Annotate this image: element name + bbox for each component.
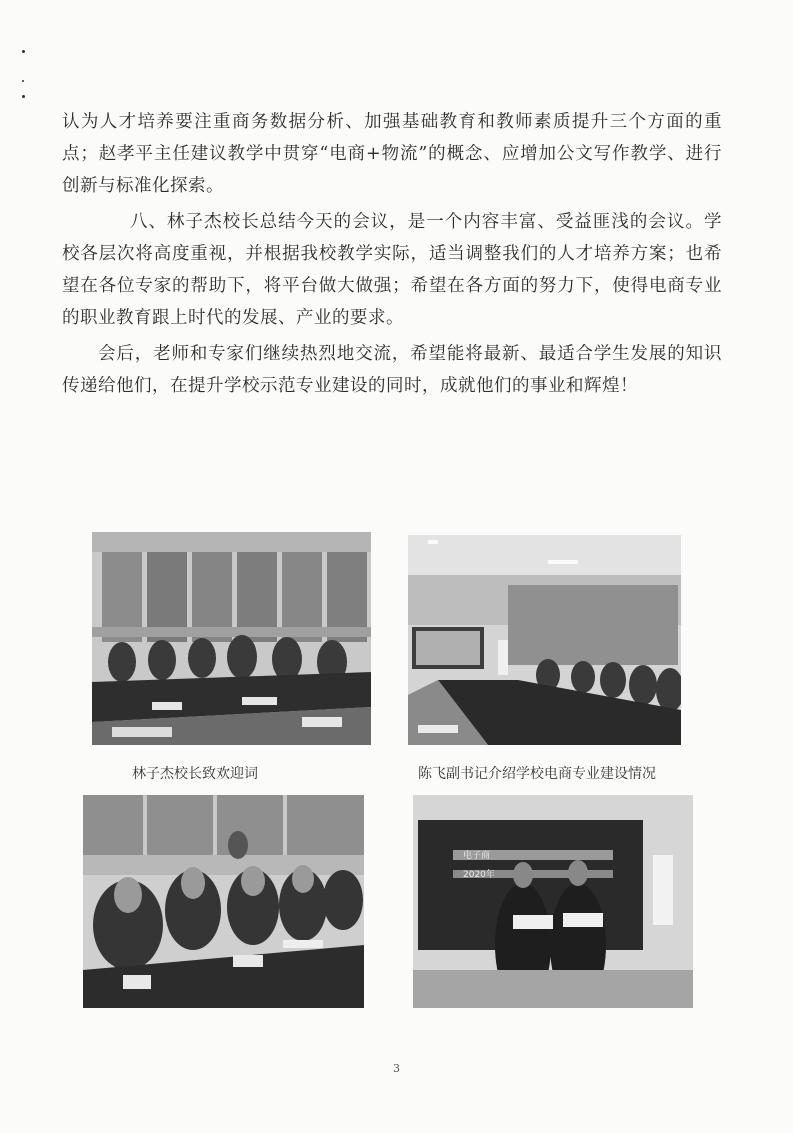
- screen-title-line-1: 电子商: [463, 851, 491, 861]
- meeting-photo-1: [92, 532, 371, 745]
- body-text: [62, 106, 722, 402]
- screen-title-line-2: 2020年: [463, 870, 495, 880]
- paragraph-1: 认为人才培养要注重商务数据分析、加强基础教育和教师素质提升三个方面的重点；赵孝平主任建议教学中贯穿“电商+物流”的概念、应增加公文写作教学、进行创新与标准化探索。: [62, 112, 722, 196]
- meeting-photo-3: [83, 795, 364, 1008]
- paragraph-2: 八、林子杰校长总结今天的会议，是一个内容丰富、受益匪浅的会议。学校各层次将高度重视，并根据我校教学实际，适当调整我们的人才培养方案；也希望在各位专家的帮助下，将平台做大做强；希望在各方面的努力下，使得电商专业的职业教育跟上时代的发展、产业的要求。: [62, 212, 722, 328]
- photo-2-caption: 陈飞副书记介绍学校电商专业建设情况: [418, 766, 656, 782]
- meeting-photo-4: [413, 795, 693, 1008]
- margin-mark: [22, 80, 24, 82]
- margin-mark: [22, 95, 25, 98]
- meeting-photo-2: [408, 535, 681, 745]
- margin-mark: [22, 50, 25, 53]
- page-number: 3: [393, 1062, 400, 1075]
- photo-1-caption: 林子杰校长致欢迎词: [132, 766, 258, 782]
- paragraph-3: 会后，老师和专家们继续热烈地交流，希望能将最新、最适合学生发展的知识传递给他们，在提升学校示范专业建设的同时，成就他们的事业和辉煌！: [62, 344, 722, 396]
